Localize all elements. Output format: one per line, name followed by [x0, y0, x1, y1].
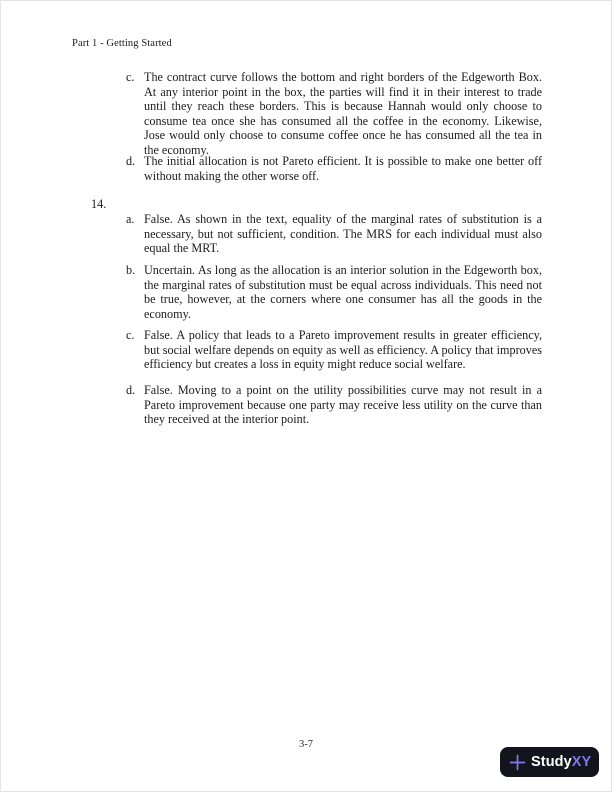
question-number: 14. [91, 197, 107, 211]
item-label: d. [126, 154, 136, 168]
answer-item-c [126, 70, 542, 158]
item-text: False. A policy that leads to a Pareto improvement results in greater efficiency, but social welfare depends on equity as well as efficiency. A policy that improves efficiency but creates a loss in equity might reduce social welfare. [144, 328, 542, 372]
item-label: a. [126, 212, 135, 226]
brand-name-accent: XY [571, 753, 592, 770]
studyxy-logo-badge [500, 747, 599, 777]
answer-item-14c [126, 328, 542, 372]
item-text: The initial allocation is not Pareto efficient. It is possible to make one better off without making the other worse off. [144, 154, 542, 183]
brand-name [531, 755, 591, 770]
brand-name-primary: Study [531, 753, 572, 770]
page-header: Part 1 - Getting Started [72, 38, 172, 49]
plus-icon [509, 754, 526, 771]
answer-item-14a [126, 212, 542, 256]
item-text: False. As shown in the text, equality of the marginal rates of substitution is a necessary, but not sufficient, condition. The MRS for each individual must also equal the MRT. [144, 212, 542, 256]
item-label: c. [126, 70, 135, 84]
item-text: Uncertain. As long as the allocation is an interior solution in the Edgeworth box, the marginal rates of substitution must be equal across individuals. This need not be true, however, at the corners where one consumer has all the goods in the economy. [144, 263, 542, 321]
item-label: c. [126, 328, 135, 342]
item-label: b. [126, 263, 136, 277]
answer-item-14d [126, 383, 542, 427]
item-text: The contract curve follows the bottom and right borders of the Edgeworth Box. At any interior point in the box, the parties will find it in their interest to trade until they reach these borders. This is because Hannah would only choose to consume tea once she has consumed all the coffee in the economy. Likewise, Jose would only choose to consume coffee once he has consumed all the tea in the economy. [144, 70, 542, 157]
answer-item-d [126, 154, 542, 183]
item-label: d. [126, 383, 136, 397]
page-number: 3-7 [299, 739, 313, 750]
answer-item-14b [126, 263, 542, 321]
item-text: False. Moving to a point on the utility possibilities curve may not result in a Pareto improvement because one party may receive less utility on the curve than they received at the interior point. [144, 383, 542, 427]
